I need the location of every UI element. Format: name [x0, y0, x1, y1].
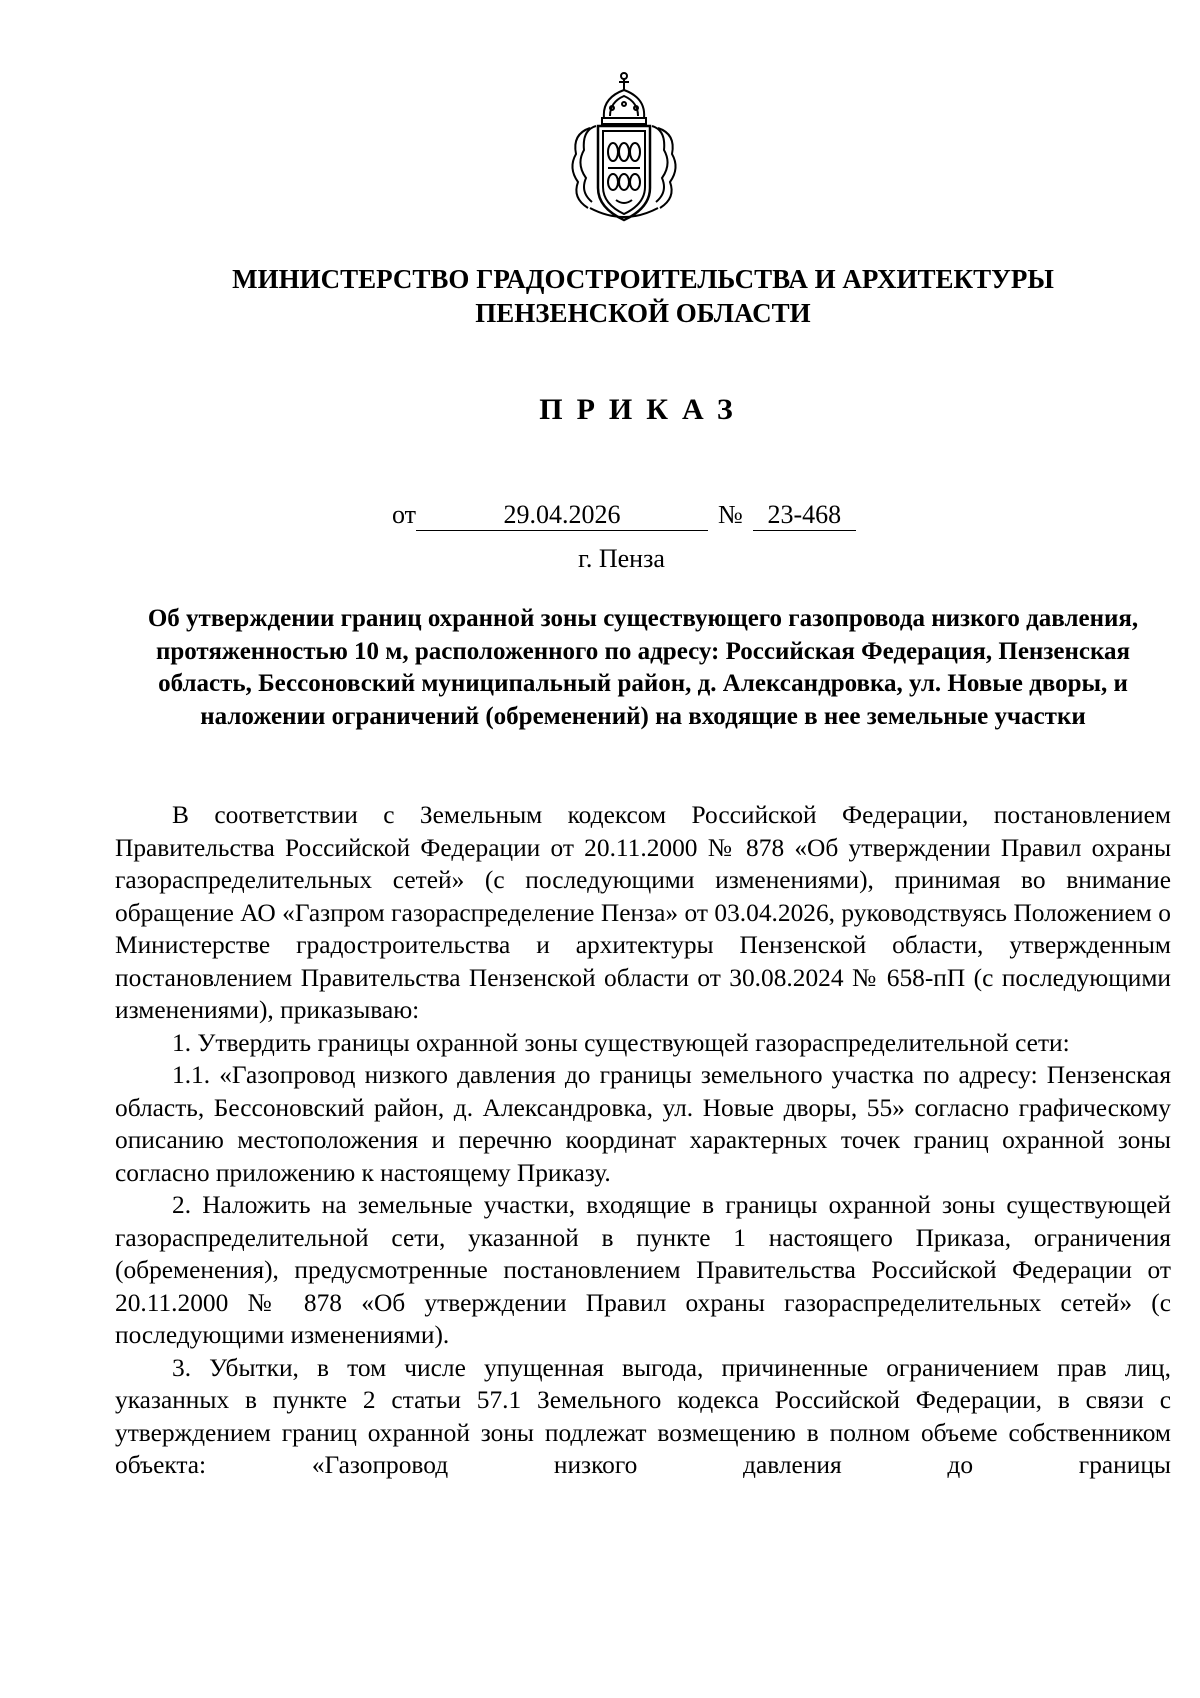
document-type: ПРИКАЗ	[539, 393, 747, 426]
paragraph-item-2: 2. Наложить на земельные участки, входящие в границы охранной зоны существующей газораспределительной сети, указанной в пункте 1 настоящего Приказа, ограничения (обременения), предусмотренные постановлением Правительства Российской Федерации от 20.11.2000 № 878 «Об утверждении Правил охраны газораспределительных сетей» (с последующими изменениями).	[115, 1191, 1171, 1349]
document-body	[115, 799, 1171, 1482]
ministry-name-line1: МИНИСТЕРСТВО ГРАДОСТРОИТЕЛЬСТВА И АРХИТЕКТУРЫ	[232, 264, 1054, 294]
document-subject: Об утверждении границ охранной зоны существующего газопровода низкого давления, протяженностью 10 м, расположенного по адресу: Российская Федерация, Пензенская область, Бессоновский муниципальный район, д. Александровка, ул. Новые дворы, и наложении ограничений (обременений) на входящие в нее земельные участки	[147, 605, 1139, 730]
date-prefix: от	[392, 500, 417, 529]
document-city: г. Пенза	[578, 544, 665, 573]
number-prefix: №	[718, 500, 743, 529]
coat-of-arms-icon	[566, 68, 682, 226]
paragraph-item-1-1: 1.1. «Газопровод низкого давления до границы земельного участка по адресу: Пензенская область, Бессоновский район, д. Александровка, ул. Новые дворы, 55» согласно графическому описанию местоположения и перечню координат характерных точек границ охранной зоны согласно приложению к настоящему Приказу.	[115, 1061, 1171, 1187]
paragraph-preamble: В соответствии с Земельным кодексом Российской Федерации, постановлением Правительства Российской Федерации от 20.11.2000 № 878 «Об утверждении Правил охраны газораспределительных сетей» (с последующими изменениями), принимая во внимание обращение АО «Газпром газораспределение Пенза» от 03.04.2026, руководствуясь Положением о Министерстве градостроительства и архитектуры Пензенской области, утвержденным постановлением Правительства Пензенской области от 30.08.2024 № 658-пП (с последующими изменениями), приказываю:	[115, 801, 1171, 1024]
ministry-name-line2: ПЕНЗЕНСКОЙ ОБЛАСТИ	[475, 298, 811, 328]
paragraph-item-1: 1. Утвердить границы охранной зоны существующей газораспределительной сети:	[172, 1028, 1070, 1057]
document-number: 23-468	[753, 500, 856, 531]
date-number-line	[392, 500, 856, 531]
paragraph-item-3: 3. Убытки, в том числе упущенная выгода, причиненные ограничением прав лиц, указанных в пункте 2 статьи 57.1 Земельного кодекса Российской Федерации, в связи с утверждением границ охранной зоны подлежат возмещению в полном объеме собственником объекта: «Газопровод низкого давления до границы	[115, 1353, 1171, 1479]
document-date: 29.04.2026	[416, 500, 708, 531]
